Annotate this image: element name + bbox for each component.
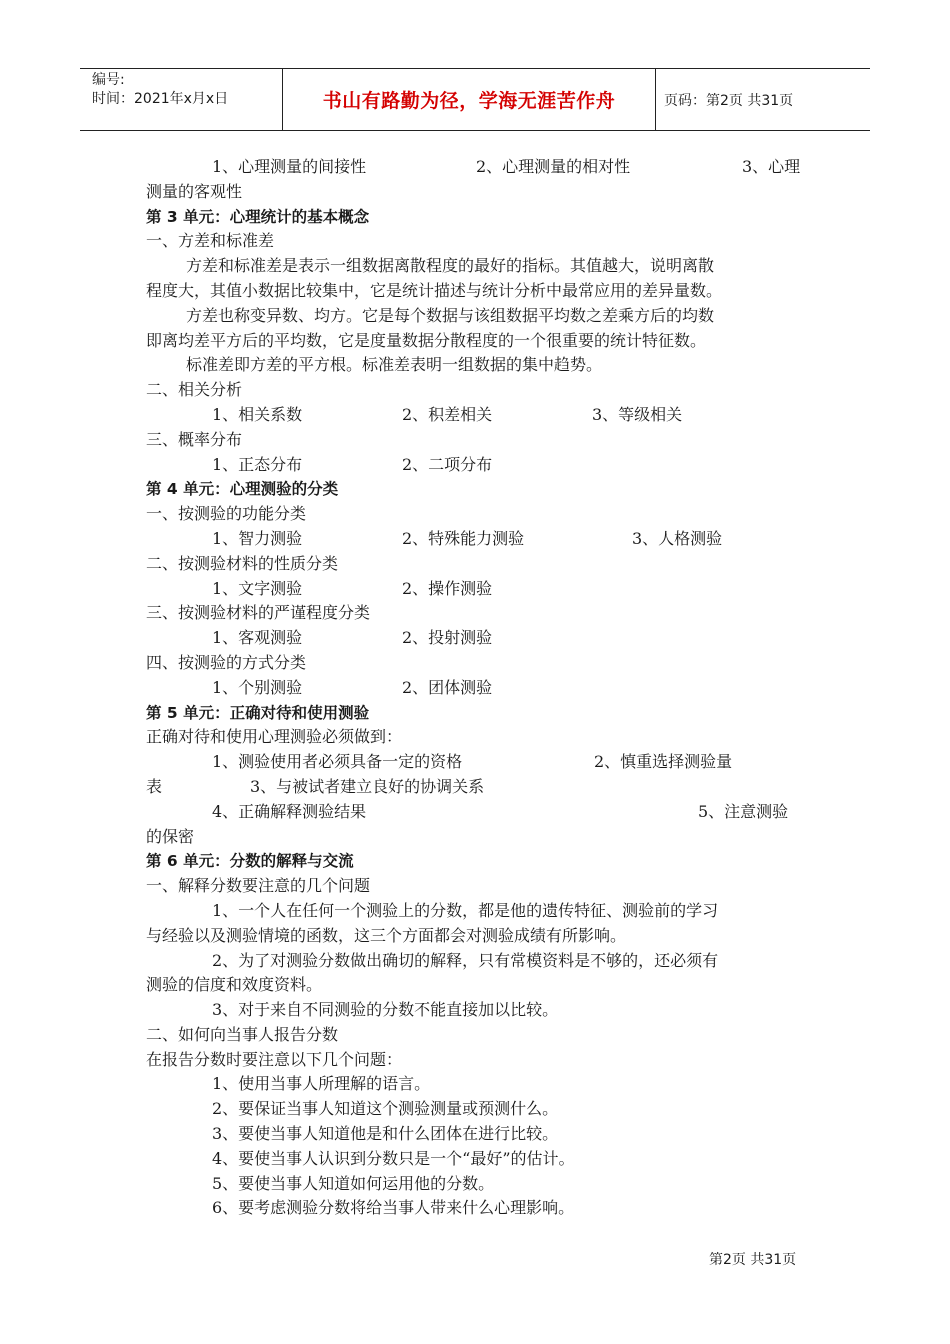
header-page-cell: [656, 69, 870, 130]
list-item: 3、等级相关: [592, 404, 683, 424]
list-item: 1、客观测验: [212, 628, 303, 648]
document-body: [146, 155, 816, 1221]
list-item: 2、要保证当事人知道这个测验测量或预测什么。: [212, 1099, 559, 1119]
paragraph-line: 方差和标准差是表示一组数据离散程度的最好的指标。其值越大，说明离散: [186, 256, 715, 276]
motto: 书山有路勤为径，学海无涯苦作舟: [322, 90, 616, 112]
list-line: [146, 577, 816, 602]
list-line: [146, 775, 816, 800]
list-item: 2、慎重选择测验量: [594, 752, 733, 772]
list-item: 4、要使当事人认识到分数只是一个“最好”的估计。: [212, 1148, 575, 1168]
subsection-heading: 二、按测验材料的性质分类: [146, 553, 339, 573]
list-item: 4、正确解释测验结果: [212, 801, 367, 821]
section-heading: 第 6 单元：分数的解释与交流: [146, 852, 354, 871]
subsection-heading: 四、按测验的方式分类: [146, 652, 307, 672]
paragraph-line: 2、为了对测验分数做出确切的解释，只有常模资料是不够的，还必须有: [212, 950, 719, 970]
list-item: 5、注意测验: [698, 801, 789, 821]
page-header: [80, 68, 870, 131]
list-item: 3、心理: [742, 157, 801, 176]
subsection-heading: 一、方差和标准差: [146, 231, 275, 251]
header-meta: [80, 69, 282, 130]
paragraph-line: 1、一个人在任何一个测验上的分数，都是他的遗传特征、测验前的学习: [212, 900, 719, 920]
text-line: 测量的客观性: [146, 181, 243, 201]
list-item: 2、投射测验: [402, 628, 493, 648]
time-label: 时间：2021年x月x日: [92, 91, 229, 107]
list-line: [146, 750, 816, 775]
text-line: 正确对待和使用心理测验必须做到：: [146, 727, 403, 747]
list-item: 5、要使当事人知道如何运用他的分数。: [212, 1173, 495, 1193]
paragraph-line: 即离均差平方后的平均数，它是度量数据分散程度的一个很重要的统计特征数。: [146, 330, 707, 350]
page-label: 页码：第2页 共31页: [664, 92, 794, 109]
text-line: 在报告分数时要注意以下几个问题：: [146, 1049, 403, 1069]
subsection-heading: 一、按测验的功能分类: [146, 504, 307, 524]
paragraph-line: 3、对于来自不同测验的分数不能直接加以比较。: [212, 1000, 559, 1020]
list-item: 2、二项分布: [402, 454, 493, 474]
list-line: [146, 403, 816, 428]
page-footer: 第2页 共31页: [709, 1252, 797, 1268]
section-heading: 第 5 单元：正确对待和使用测验: [146, 703, 370, 722]
paragraph-line: 标准差即方差的平方根。标准差表明一组数据的集中趋势。: [186, 355, 603, 375]
list-item: 2、积差相关: [402, 404, 493, 424]
paragraph-line: 方差也称变异数、均方。它是每个数据与该组数据平均数之差乘方后的均数: [186, 305, 715, 325]
subsection-heading: 三、按测验材料的严谨程度分类: [146, 603, 371, 623]
list-item: 1、测验使用者必须具备一定的资格: [212, 752, 463, 772]
list-item: 1、使用当事人所理解的语言。: [212, 1074, 431, 1094]
subsection-heading: 二、如何向当事人报告分数: [146, 1024, 339, 1044]
text-line: 的保密: [146, 826, 195, 846]
list-item: 1、正态分布: [212, 454, 303, 474]
list-line: [146, 626, 816, 651]
list-item: 2、操作测验: [402, 578, 493, 598]
subsection-heading: 一、解释分数要注意的几个问题: [146, 876, 371, 896]
list-item: 6、要考虑测验分数将给当事人带来什么心理影响。: [212, 1198, 575, 1218]
list-line: [146, 155, 816, 180]
list-item: 1、文字测验: [212, 578, 303, 598]
section-heading: 第 4 单元：心理测验的分类: [146, 480, 339, 499]
list-item: 3、与被试者建立良好的协调关系: [250, 776, 485, 796]
list-line: [146, 527, 816, 552]
paragraph-line: 测验的信度和效度资料。: [146, 975, 323, 995]
list-item: 2、心理测量的相对性: [476, 157, 631, 176]
paragraph-line: 程度大，其值小数据比较集中，它是统计描述与统计分析中最常应用的差异量数。: [146, 280, 723, 300]
list-item: 2、特殊能力测验: [402, 528, 525, 548]
list-line: [146, 676, 816, 701]
subsection-heading: 三、概率分布: [146, 429, 243, 449]
list-item: 1、智力测验: [212, 528, 303, 548]
number-label: 编号:: [92, 72, 125, 88]
list-item: 2、团体测验: [402, 677, 493, 697]
section-heading: 第 3 单元：心理统计的基本概念: [146, 207, 370, 226]
header-motto-cell: [282, 69, 656, 130]
list-item: 3、人格测验: [632, 528, 723, 548]
subsection-heading: 二、相关分析: [146, 380, 243, 400]
list-item: 表: [146, 776, 163, 796]
list-item: 1、个别测验: [212, 677, 303, 697]
list-item: 3、要使当事人知道他是和什么团体在进行比较。: [212, 1124, 559, 1144]
list-item: 1、心理测量的间接性: [212, 157, 367, 176]
list-line: [146, 453, 816, 478]
list-item: 1、相关系数: [212, 404, 303, 424]
list-line: [146, 800, 816, 825]
paragraph-line: 与经验以及测验情境的函数，这三个方面都会对测验成绩有所影响。: [146, 925, 627, 945]
